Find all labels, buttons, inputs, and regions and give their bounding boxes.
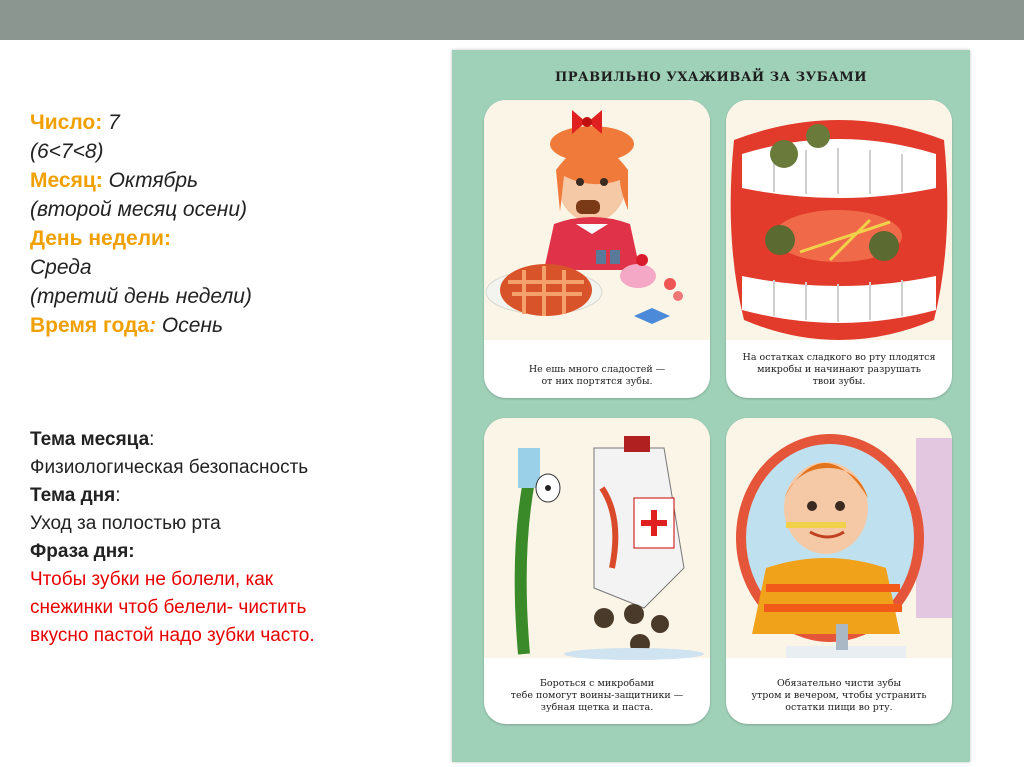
card-caption bbox=[726, 678, 952, 714]
weekday-label: День недели: bbox=[30, 227, 171, 250]
day-theme-label: Тема дня bbox=[30, 485, 116, 506]
caption-line: от них портятся зубы. bbox=[541, 376, 653, 387]
caption-line: твои зубы. bbox=[812, 376, 866, 387]
season-label: Время года bbox=[30, 314, 150, 337]
illustration-title: ПРАВИЛЬНО УХАЖИВАЙ ЗА ЗУБАМИ bbox=[555, 70, 867, 85]
illustration-page bbox=[452, 50, 970, 762]
month-value: Октябрь bbox=[108, 169, 199, 192]
phrase-label: Фраза дня: bbox=[30, 541, 135, 562]
caption-line: Обязательно чисти зубы bbox=[776, 678, 902, 689]
card-germs bbox=[726, 100, 952, 398]
card-brushing bbox=[726, 418, 952, 724]
caption-line: тебе помогут воины-защитники — bbox=[510, 690, 684, 701]
caption-line: микробы и начинают разрушать bbox=[757, 364, 921, 375]
month-label: Месяц: bbox=[30, 169, 103, 192]
girl-eating-sweets-illustration bbox=[484, 100, 710, 398]
card-caption bbox=[484, 678, 710, 714]
caption-line: Не ешь много сладостей — bbox=[528, 364, 666, 375]
card-caption bbox=[484, 364, 710, 388]
caption-line: На остатках сладкого во рту плодятся bbox=[742, 352, 936, 363]
phrase-line-2: снежинки чтоб белели- чистить bbox=[30, 597, 307, 618]
day-theme-line bbox=[30, 482, 430, 510]
month-theme-line bbox=[30, 426, 430, 454]
month-theme-colon: : bbox=[149, 429, 155, 450]
number-note: (6<7<8) bbox=[30, 140, 104, 163]
number-value: 7 bbox=[108, 111, 120, 134]
caption-line: остатки пищи во рту. bbox=[785, 702, 893, 713]
card-defenders bbox=[484, 418, 710, 724]
month-theme-value: Физиологическая безопасность bbox=[30, 457, 309, 478]
weekday-note: (третий день недели) bbox=[30, 285, 252, 308]
season-line bbox=[30, 311, 430, 340]
caption-line: утром и вечером, чтобы устранить bbox=[751, 690, 927, 701]
card-sweets bbox=[484, 100, 710, 398]
day-theme-value: Уход за полостью рта bbox=[30, 513, 221, 534]
phrase-line-1: Чтобы зубки не болели, как bbox=[30, 569, 274, 590]
weekday-value: Среда bbox=[30, 256, 92, 279]
caption-line: Бороться с микробами bbox=[539, 678, 655, 689]
season-value: Осень bbox=[161, 314, 224, 337]
month-note: (второй месяц осени) bbox=[30, 198, 248, 221]
month-theme-label: Тема месяца bbox=[30, 429, 150, 450]
season-colon: : bbox=[149, 314, 157, 337]
caption-line: зубная щетка и паста. bbox=[540, 702, 654, 713]
number-label: Число: bbox=[30, 111, 103, 134]
phrase-line-3: вкусно пастой надо зубки часто. bbox=[30, 625, 315, 646]
lesson-info bbox=[30, 108, 430, 650]
top-bar bbox=[0, 0, 1024, 40]
month-line bbox=[30, 166, 430, 195]
card-caption bbox=[726, 352, 952, 388]
day-theme-colon: : bbox=[115, 485, 121, 506]
number-line bbox=[30, 108, 430, 137]
